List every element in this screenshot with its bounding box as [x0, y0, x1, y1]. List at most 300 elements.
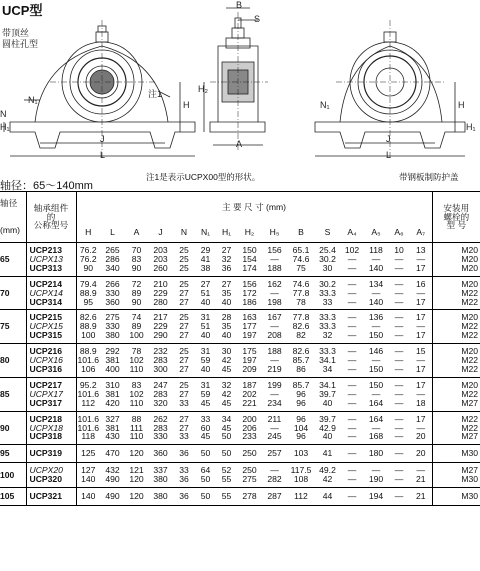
dim-cell	[76, 411, 100, 445]
dim-value: 120	[129, 448, 144, 459]
dim-cell	[364, 276, 388, 310]
dim-value: —	[347, 312, 357, 323]
dim-cell	[173, 411, 195, 445]
dim-value: 75	[296, 262, 306, 273]
dim-cell	[315, 411, 340, 445]
dim-value: 102	[344, 245, 360, 255]
dim-value: —	[347, 262, 357, 273]
dim-value: 88	[131, 413, 142, 424]
page-title: UCP型	[2, 3, 43, 18]
dim-value: —	[394, 287, 404, 298]
dim-label-s: S	[254, 14, 261, 24]
bearing-model: UCP318	[29, 431, 62, 442]
dim-value: 206	[242, 422, 257, 433]
header-col: H₁	[216, 224, 237, 243]
bolt-value: M22	[461, 355, 479, 366]
dim-value: 266	[105, 278, 120, 289]
dim-value: 257	[267, 448, 282, 459]
bearing-model: UCP218	[29, 413, 62, 424]
dim-cell	[388, 411, 410, 445]
dim-value: 190	[368, 474, 384, 485]
dim-value: 72	[131, 278, 142, 289]
dim-value: 13	[415, 245, 426, 255]
dim-value: 88.9	[79, 346, 97, 357]
dim-label-h1-right: H₁	[466, 122, 476, 132]
dim-value: 33	[200, 413, 211, 424]
bolt-value: M22	[461, 287, 479, 298]
dim-value: 16	[415, 278, 426, 289]
dim-value: 25	[179, 245, 189, 255]
dim-value: —	[347, 330, 357, 341]
bolt-value: M20	[461, 253, 479, 264]
dim-value: 198	[267, 296, 282, 307]
dim-value: 327	[105, 413, 120, 424]
dim-value: 50	[200, 448, 211, 459]
dim-value: 30	[221, 346, 232, 357]
dim-cell	[100, 243, 125, 277]
table-row	[0, 276, 480, 310]
dim-value: 50	[221, 448, 232, 459]
dim-value: 55	[221, 491, 232, 502]
dim-cell	[262, 488, 287, 506]
dim-value: 27	[221, 278, 232, 289]
dim-value: —	[347, 397, 357, 408]
dim-value: 85.7	[292, 379, 310, 390]
dim-value: 100	[81, 330, 96, 341]
dim-value: —	[394, 278, 404, 289]
table-row	[0, 344, 480, 378]
header-col: L	[100, 224, 125, 243]
bolt-value: M20	[461, 262, 479, 273]
dim-value: 101.6	[77, 355, 99, 366]
dim-value: 17	[415, 330, 426, 341]
dim-cell	[173, 463, 195, 488]
dim-cell	[237, 377, 262, 411]
dim-cell	[237, 310, 262, 344]
dim-value: 232	[153, 346, 168, 357]
dim-value: —	[416, 287, 426, 298]
bolt-value: M22	[461, 422, 479, 433]
dim-cell	[340, 310, 364, 344]
dim-value: 300	[153, 363, 168, 374]
dim-value: —	[394, 448, 404, 459]
dim-value: 282	[267, 474, 282, 485]
dim-value: 360	[153, 448, 168, 459]
header-col: S	[315, 224, 340, 243]
bolt-value: M20	[461, 245, 479, 255]
bolt-value: M30	[461, 448, 479, 459]
dim-value: —	[347, 431, 357, 442]
spec-table	[0, 191, 480, 506]
bolt-value: M22	[461, 321, 479, 332]
dim-value: 17	[415, 312, 426, 323]
dim-cell	[315, 445, 340, 463]
dim-value: 32	[221, 379, 232, 390]
bottom-note: 注1是表示UCPX00型的形状。	[146, 172, 261, 182]
dim-value: 310	[105, 379, 120, 390]
dim-value: —	[347, 465, 357, 476]
dim-value: 110	[129, 363, 144, 374]
dim-value: 118	[369, 245, 383, 255]
bolt-value: M20	[461, 278, 479, 289]
bearing-model-cell	[26, 310, 76, 344]
dim-cell	[100, 411, 125, 445]
dim-cell	[410, 488, 432, 506]
dim-value: —	[371, 287, 381, 298]
dim-cell	[237, 445, 262, 463]
bearing-model: UCP316	[29, 363, 62, 374]
bolt-cell	[432, 344, 480, 378]
dim-label-n1-right: N₁	[320, 100, 330, 110]
dim-cell	[125, 243, 148, 277]
dim-value: 88.9	[79, 287, 97, 298]
dim-value: 208	[267, 330, 282, 341]
dim-cell	[195, 310, 216, 344]
dim-value: 490	[105, 474, 120, 485]
dim-cell	[364, 344, 388, 378]
dim-value: 96	[296, 431, 306, 442]
dim-cell	[76, 463, 100, 488]
dim-value: 50	[221, 431, 232, 442]
dim-cell	[100, 377, 125, 411]
dim-cell	[195, 463, 216, 488]
dim-value: 278	[242, 491, 257, 502]
header-col: B	[287, 224, 315, 243]
dim-label-j: J	[100, 134, 105, 144]
dim-value: 175	[242, 346, 257, 357]
header-shaft: 轴径 (mm)	[0, 192, 26, 243]
dim-value: —	[394, 422, 404, 433]
dim-value: —	[347, 422, 357, 433]
dim-label-n: N	[0, 109, 7, 119]
dim-cell	[76, 377, 100, 411]
dim-value: 59	[200, 355, 211, 366]
dim-value: —	[394, 491, 404, 502]
bolt-cell	[432, 377, 480, 411]
bolt-value: M20	[461, 312, 479, 323]
dim-value: 380	[105, 330, 120, 341]
dim-value: 83	[131, 253, 142, 264]
bearing-model-cell	[26, 276, 76, 310]
dim-value: 262	[153, 413, 168, 424]
bearing-model: UCPX16	[29, 355, 63, 366]
dim-cell	[100, 445, 125, 463]
bolt-value: M22	[461, 330, 479, 341]
bolt-cell	[432, 463, 480, 488]
dim-cell	[364, 310, 388, 344]
dim-value: 154	[242, 253, 257, 264]
dim-value: —	[270, 355, 279, 366]
dim-cell	[76, 310, 100, 344]
dim-cell	[287, 488, 315, 506]
dim-value: 41	[322, 448, 333, 459]
dim-value: 120	[129, 474, 144, 485]
dim-cell	[237, 463, 262, 488]
dim-value: —	[347, 253, 357, 264]
dim-cell	[388, 243, 410, 277]
bearing-model-cell	[26, 488, 76, 506]
dim-value: 247	[153, 379, 168, 390]
dim-value: 250	[242, 448, 257, 459]
dim-value: 39.7	[319, 388, 336, 399]
dim-value: 31	[200, 379, 211, 390]
dim-value: 211	[267, 413, 282, 424]
dim-value: 74	[131, 312, 142, 323]
dim-value: —	[371, 321, 381, 332]
dim-value: —	[270, 321, 279, 332]
dim-cell	[410, 445, 432, 463]
header-col: H	[76, 224, 100, 243]
dim-value: —	[347, 474, 357, 485]
dim-value: 380	[153, 474, 168, 485]
dim-value: 340	[105, 262, 120, 273]
dim-value: 42	[221, 355, 232, 366]
bearing-model: UCP317	[29, 397, 62, 408]
dim-value: 64	[200, 465, 211, 476]
dim-value: —	[270, 465, 279, 476]
dim-value: 260	[153, 262, 168, 273]
dim-value: 381	[105, 388, 120, 399]
dim-value: 140	[368, 296, 384, 307]
dim-value: 34.1	[319, 355, 336, 366]
dim-cell	[315, 377, 340, 411]
dim-value: 283	[153, 388, 168, 399]
dim-value: 320	[153, 397, 168, 408]
header-col: H₅	[262, 224, 287, 243]
dim-value: 286	[105, 253, 120, 264]
header-col: J	[148, 224, 173, 243]
side-view-drawing	[204, 8, 268, 150]
dim-value: —	[416, 355, 426, 366]
dim-value: 82.6	[292, 346, 310, 357]
dim-value: —	[371, 253, 381, 264]
dim-value: 330	[153, 431, 168, 442]
dim-label-h: H	[183, 100, 190, 110]
dim-value: 210	[153, 278, 168, 289]
dim-value: 250	[242, 465, 257, 476]
dim-value: 110	[129, 431, 144, 442]
dim-value: 167	[267, 312, 282, 323]
dim-value: —	[394, 321, 404, 332]
dim-cell	[148, 445, 173, 463]
dim-value: 50	[200, 474, 211, 485]
bearing-model: UCP319	[29, 448, 62, 459]
dim-value: 125	[81, 448, 96, 459]
bolt-cell	[432, 445, 480, 463]
dim-value: 162	[267, 278, 282, 289]
dim-value: 134	[368, 278, 384, 289]
dim-value: —	[394, 413, 404, 424]
dim-value: 187	[242, 379, 257, 390]
bearing-model: UCPX20	[29, 465, 63, 476]
dim-cell	[287, 344, 315, 378]
bearing-model-cell	[26, 243, 76, 277]
dim-value: 40	[322, 397, 333, 408]
dim-cell	[173, 377, 195, 411]
dim-value: 27	[200, 278, 211, 289]
dim-value: —	[347, 296, 357, 307]
dim-value: 42	[322, 474, 333, 485]
dim-value: 33.3	[319, 346, 336, 357]
bolt-value: M30	[461, 474, 479, 485]
dim-value: 52	[221, 465, 232, 476]
bolt-value: M22	[461, 413, 479, 424]
note-marker: 注1	[148, 89, 163, 99]
dim-value: 88.9	[79, 321, 97, 332]
dim-value: 17	[415, 363, 426, 374]
dim-cell	[315, 463, 340, 488]
dim-value: 27	[179, 413, 189, 424]
dim-value: 40	[221, 330, 232, 341]
dim-cell	[148, 276, 173, 310]
dim-value: 77.8	[292, 312, 310, 323]
dim-value: 27	[179, 296, 189, 307]
header-col: A₆	[388, 224, 410, 243]
dim-value: 33	[179, 431, 189, 442]
dim-value: 36	[179, 448, 189, 459]
dim-value: 70	[131, 245, 142, 255]
dim-value: 50	[200, 491, 211, 502]
dim-cell	[195, 243, 216, 277]
dim-value: 136	[368, 312, 384, 323]
dim-cell	[315, 243, 340, 277]
dim-value: 79.4	[79, 278, 97, 289]
dim-value: —	[270, 253, 279, 264]
dim-value: 430	[105, 431, 120, 442]
bearing-model: UCP315	[29, 330, 62, 341]
dim-value: 111	[129, 422, 144, 433]
dim-value: —	[394, 379, 404, 390]
dim-cell	[173, 310, 195, 344]
dim-value: 82.6	[79, 312, 97, 323]
dim-value: 25	[179, 312, 189, 323]
dim-value: 33	[322, 296, 333, 307]
dim-value: 275	[242, 474, 257, 485]
dim-value: 90	[83, 262, 94, 273]
dim-label-j-right: J	[386, 134, 391, 144]
dim-value: 164	[368, 397, 384, 408]
dim-value: 90	[131, 262, 142, 273]
dim-value: 110	[129, 397, 144, 408]
dim-cell	[262, 344, 287, 378]
dim-cell	[125, 310, 148, 344]
dim-value: 172	[242, 287, 257, 298]
dim-value: 265	[105, 245, 120, 255]
dim-value: 25.4	[319, 245, 336, 255]
dim-value: —	[347, 355, 357, 366]
dim-value: 103	[293, 448, 309, 459]
shaft-diameter: 85	[0, 377, 26, 411]
dim-value: —	[416, 422, 426, 433]
bolt-value: M22	[461, 363, 479, 374]
dim-value: 150	[242, 245, 257, 255]
dim-value: 40	[322, 431, 333, 442]
dim-value: —	[394, 474, 404, 485]
dim-value: 74.6	[292, 278, 310, 289]
dim-value: 39.7	[319, 413, 336, 424]
dim-value: 112	[294, 491, 308, 502]
shaft-diameter: 75	[0, 310, 26, 344]
dim-value: 40	[200, 330, 211, 341]
dim-cell	[173, 488, 195, 506]
dim-value: 219	[267, 363, 282, 374]
dim-value: 44	[322, 491, 333, 502]
dim-cell	[364, 243, 388, 277]
bearing-model: UCPX18	[29, 422, 63, 433]
dim-value: 490	[105, 491, 120, 502]
table-row	[0, 377, 480, 411]
dim-value: 102	[129, 355, 144, 366]
dim-value: 15	[415, 346, 426, 357]
dim-cell	[340, 377, 364, 411]
dim-value: 30.2	[319, 278, 336, 289]
dim-cell	[148, 488, 173, 506]
dim-value: 51	[200, 287, 211, 298]
dim-cell	[287, 463, 315, 488]
dim-cell	[287, 276, 315, 310]
bearing-model: UCPX13	[29, 253, 63, 264]
dim-value: 45	[221, 422, 232, 433]
dim-value: 95.2	[79, 379, 97, 390]
dim-cell	[287, 445, 315, 463]
dim-value: 283	[153, 355, 168, 366]
dim-value: 108	[293, 474, 309, 485]
dim-value: 17	[415, 262, 426, 273]
dim-cell	[216, 344, 237, 378]
dim-value: 51	[200, 321, 211, 332]
dim-value: 199	[267, 379, 282, 390]
dim-cell	[216, 488, 237, 506]
dim-value: 400	[105, 363, 120, 374]
dim-cell	[410, 243, 432, 277]
table-row	[0, 243, 480, 277]
dim-value: 470	[105, 448, 120, 459]
dim-value: 27	[179, 422, 189, 433]
dim-value: 96	[296, 413, 306, 424]
dim-value: 27	[179, 355, 189, 366]
dim-cell	[340, 276, 364, 310]
dim-cell	[148, 377, 173, 411]
dim-value: 150	[368, 330, 384, 341]
dim-cell	[100, 463, 125, 488]
shaft-diameter: 70	[0, 276, 26, 310]
dim-value: 381	[105, 355, 120, 366]
dim-value: —	[270, 422, 279, 433]
dim-cell	[388, 463, 410, 488]
dim-value: 82.6	[292, 321, 310, 332]
dim-value: 117.5	[290, 465, 312, 476]
dim-cell	[237, 243, 262, 277]
dim-value: 156	[242, 278, 257, 289]
dim-value: 177	[242, 321, 257, 332]
bearing-model: UCPX14	[29, 287, 63, 298]
dim-value: 100	[129, 330, 144, 341]
header-col: A₄	[340, 224, 364, 243]
bolt-cell	[432, 310, 480, 344]
dim-value: 65.1	[292, 245, 310, 255]
bearing-model-cell	[26, 377, 76, 411]
dim-value: —	[347, 413, 357, 424]
dim-value: 432	[105, 465, 120, 476]
dim-value: 381	[105, 422, 120, 433]
dim-value: —	[347, 346, 357, 357]
dim-value: 29	[200, 245, 211, 255]
dim-cell	[237, 344, 262, 378]
right-caption: 带钢板制防护盖	[399, 172, 459, 182]
dim-cell	[195, 488, 216, 506]
shaft-diameter: 105	[0, 488, 26, 506]
dim-value: 89	[131, 321, 142, 332]
